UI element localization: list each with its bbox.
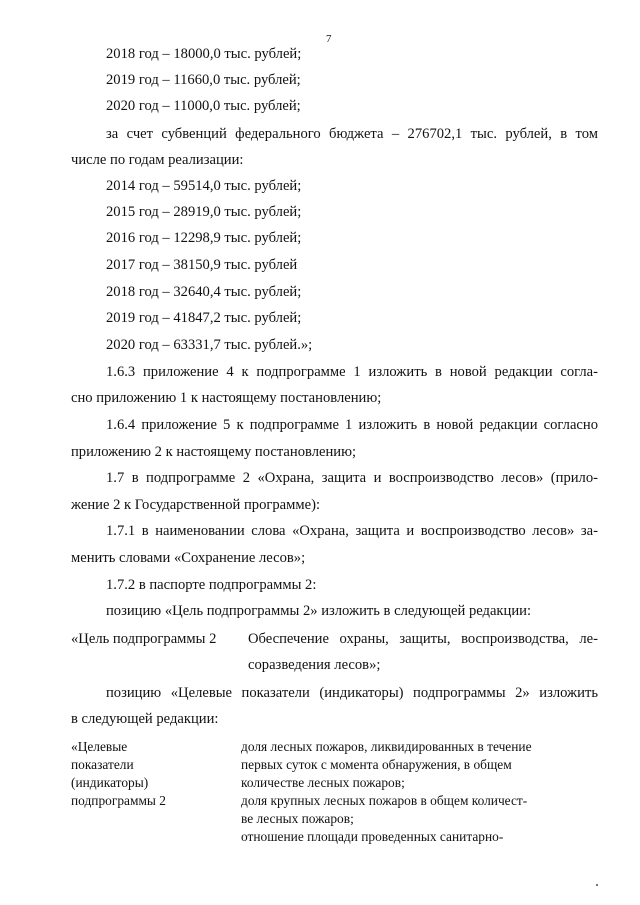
text-line: за счет субвенций федерального бюджета – 276702,1 тыс. рублей, в том: [106, 126, 598, 142]
text-line: приложению 2 к настоящему постановлению;: [71, 444, 357, 460]
indicators-value-line: первых суток с момента обнаружения, в общем: [241, 757, 512, 772]
indicators-label-line: «Целевые: [71, 739, 128, 754]
text-line: числе по годам реализации:: [71, 152, 244, 168]
text-line: жение 2 к Государственной программе):: [71, 497, 321, 513]
text-line: сно приложению 1 к настоящему постановлению;: [71, 390, 382, 406]
text-line: 2019 год – 11660,0 тыс. рублей;: [106, 72, 301, 88]
text-line: 2018 год – 18000,0 тыс. рублей;: [106, 46, 302, 62]
text-line: 1.6.3 приложение 4 к подпрограмме 1 изложить в новой редакции согла-: [106, 364, 598, 380]
text-line: 1.7 в подпрограмме 2 «Охрана, защита и воспроизводство лесов» (прило-: [106, 470, 598, 486]
text-line: 2019 год – 41847,2 тыс. рублей;: [106, 310, 302, 326]
text-line: 1.7.2 в паспорте подпрограммы 2:: [106, 577, 317, 593]
text-line: позицию «Цель подпрограммы 2» изложить в следующей редакции:: [106, 603, 531, 619]
indicators-value-line: количестве лесных пожаров;: [241, 775, 405, 790]
text-line: 2016 год – 12298,9 тыс. рублей;: [106, 230, 302, 246]
indicators-value-line: ве лесных пожаров;: [241, 811, 354, 826]
text-line: 1.7.1 в наименовании слова «Охрана, защита и воспроизводство лесов» за-: [106, 523, 598, 539]
text-line: 2017 год – 38150,9 тыс. рублей: [106, 257, 298, 273]
indicators-value-line: доля крупных лесных пожаров в общем количест-: [241, 793, 528, 808]
goal-value: Обеспечение охраны, защиты, воспроизводства, ле-: [248, 631, 598, 647]
goal-label: «Цель подпрограммы 2: [71, 631, 217, 647]
indicators-value-line: доля лесных пожаров, ликвидированных в течение: [241, 739, 532, 754]
page-number: 7: [326, 33, 332, 45]
text-line: 2018 год – 32640,4 тыс. рублей;: [106, 284, 302, 300]
text-line: соразведения лесов»;: [248, 657, 381, 673]
text-line: в следующей редакции:: [71, 711, 219, 727]
text-line: 2014 год – 59514,0 тыс. рублей;: [106, 178, 302, 194]
text-line: 2015 год – 28919,0 тыс. рублей;: [106, 204, 302, 220]
scan-speck: [596, 884, 598, 886]
indicators-label-line: подпрограммы 2: [71, 793, 166, 808]
text-line: менить словами «Сохранение лесов»;: [71, 550, 306, 566]
indicators-label-line: показатели: [71, 757, 134, 772]
text-line: 2020 год – 11000,0 тыс. рублей;: [106, 98, 301, 114]
text-line: 2020 год – 63331,7 тыс. рублей.»;: [106, 337, 313, 353]
indicators-value-line: отношение площади проведенных санитарно-: [241, 829, 504, 844]
text-line: 1.6.4 приложение 5 к подпрограмме 1 изложить в новой редакции согласно: [106, 417, 598, 433]
text-line: позицию «Целевые показатели (индикаторы) подпрограммы 2» изложить: [106, 685, 598, 701]
indicators-label-line: (индикаторы): [71, 775, 149, 790]
